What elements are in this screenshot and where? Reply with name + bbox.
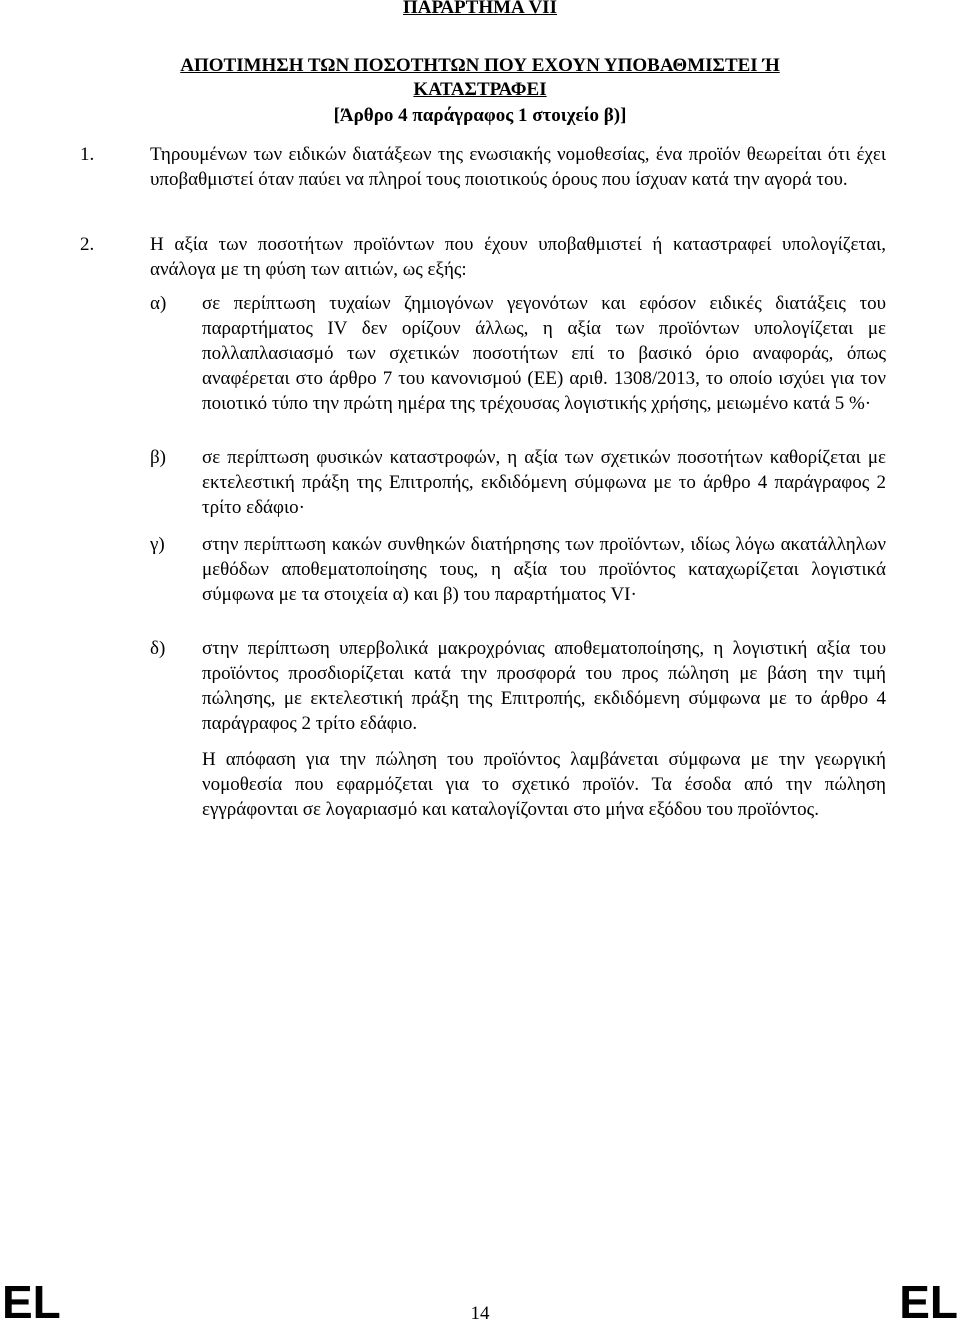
paragraph-text: Τηρουμένων των ειδικών διατάξεων της ενωσιακής νομοθεσίας, ένα προϊόν θεωρείται ότι έχει υποβαθμιστεί όταν παύει να πληροί τους ποιοτικούς όρους που ίσχυαν κατά την αγορά του. [150, 144, 886, 190]
paragraph-text: Η αξία των ποσοτήτων προϊόντων που έχουν υποβαθμιστεί ή καταστραφεί υπολογίζεται, ανάλογα με τη φύση των αιτιών, ως εξής: [150, 234, 886, 280]
paragraph-1 [80, 142, 886, 192]
paragraph-number: 2. [80, 234, 95, 255]
item-text: σε περίπτωση φυσικών καταστροφών, η αξία των σχετικών ποσοτήτων καθορίζεται με εκτελεστική πράξη της Επιτροπής, εκδιδόμενη σύμφωνα με το άρθρο 4 παράγραφος 2 τρίτο εδάφιο· [202, 447, 886, 518]
closing-paragraph: Η απόφαση για την πώληση του προϊόντος λαμβάνεται σύμφωνα με την γεωργική νομοθεσία που εφαρμόζεται για το σχετικό προϊόν. Τα έσοδα από την πώληση εγγράφονται σε λογαριασμό και καταλογίζονται στο μήνα εξόδου του προϊόντος. [202, 749, 886, 820]
item-text: στην περίπτωση υπερβολικά μακροχρόνιας αποθεματοποίησης, η λογιστική αξία του προϊόντος προσδιορίζεται κατά την προσφορά του προς πώληση με βάση την τιμή πώλησης, με εκτελεστική πράξη της Επιτροπής, εκδιδόμενη σύμφωνα με το άρθρο 4 παράγραφος 2 τρίτο εδάφιο. [202, 638, 886, 734]
paragraph-2 [80, 232, 886, 282]
item-label: α) [150, 293, 167, 314]
list-item-d [150, 636, 886, 736]
annex-title: ΠΑΡΑΡΤΗΜΑ VII [403, 0, 557, 18]
item-label: δ) [150, 638, 166, 659]
list-item-c [150, 532, 886, 607]
item-text: σε περίπτωση τυχαίων ζημιογόνων γεγονότων και εφόσον ειδικές διατάξεις του παραρτήματος IV δεν ορίζουν άλλως, η αξία των προϊόντων υπολογίζεται με πολλαπλασιασμό των σχετικών ποσοτήτων επί το βασικό όριο αναφοράς, όπως αναφέρεται στο άρθρο 7 του κανονισμού (ΕΕ) αριθ. 1308/2013, το οποίο ισχύει για τον ποιοτικό τύπο την πρώτη ημέρα της τρέχουσας λογιστικής χρήσης, μειωμένο κατά 5 %· [202, 293, 886, 414]
paragraph-number: 1. [80, 144, 95, 165]
item-text: στην περίπτωση κακών συνθηκών διατήρησης των προϊόντων, ιδίως λόγω ακατάλληλων μεθόδων αποθεματοποίησης τους, η αξία του προϊόντος καταχωρίζεται λογιστικά σύμφωνα με τα στοιχεία α) και β) του παραρτήματος VI· [202, 534, 886, 605]
footer-language-code-right: EL [899, 1276, 958, 1328]
article-reference: [Άρθρο 4 παράγραφος 1 στοιχείο β)] [333, 105, 627, 126]
page-number: 14 [470, 1303, 490, 1324]
list-item-b [150, 445, 886, 520]
main-title: ΑΠΟΤΙΜΗΣΗ ΤΩΝ ΠΟΣΟΤΗΤΩΝ ΠΟΥ ΕΧΟΥΝ ΥΠΟΒΑΘΜΙΣΤΕΙ Ή ΚΑΤΑΣΤΡΑΦΕΙ [180, 55, 780, 100]
item-label: γ) [150, 534, 165, 555]
item-label: β) [150, 447, 166, 468]
list-item-a [150, 291, 886, 416]
footer-language-code-left: EL [2, 1276, 61, 1328]
